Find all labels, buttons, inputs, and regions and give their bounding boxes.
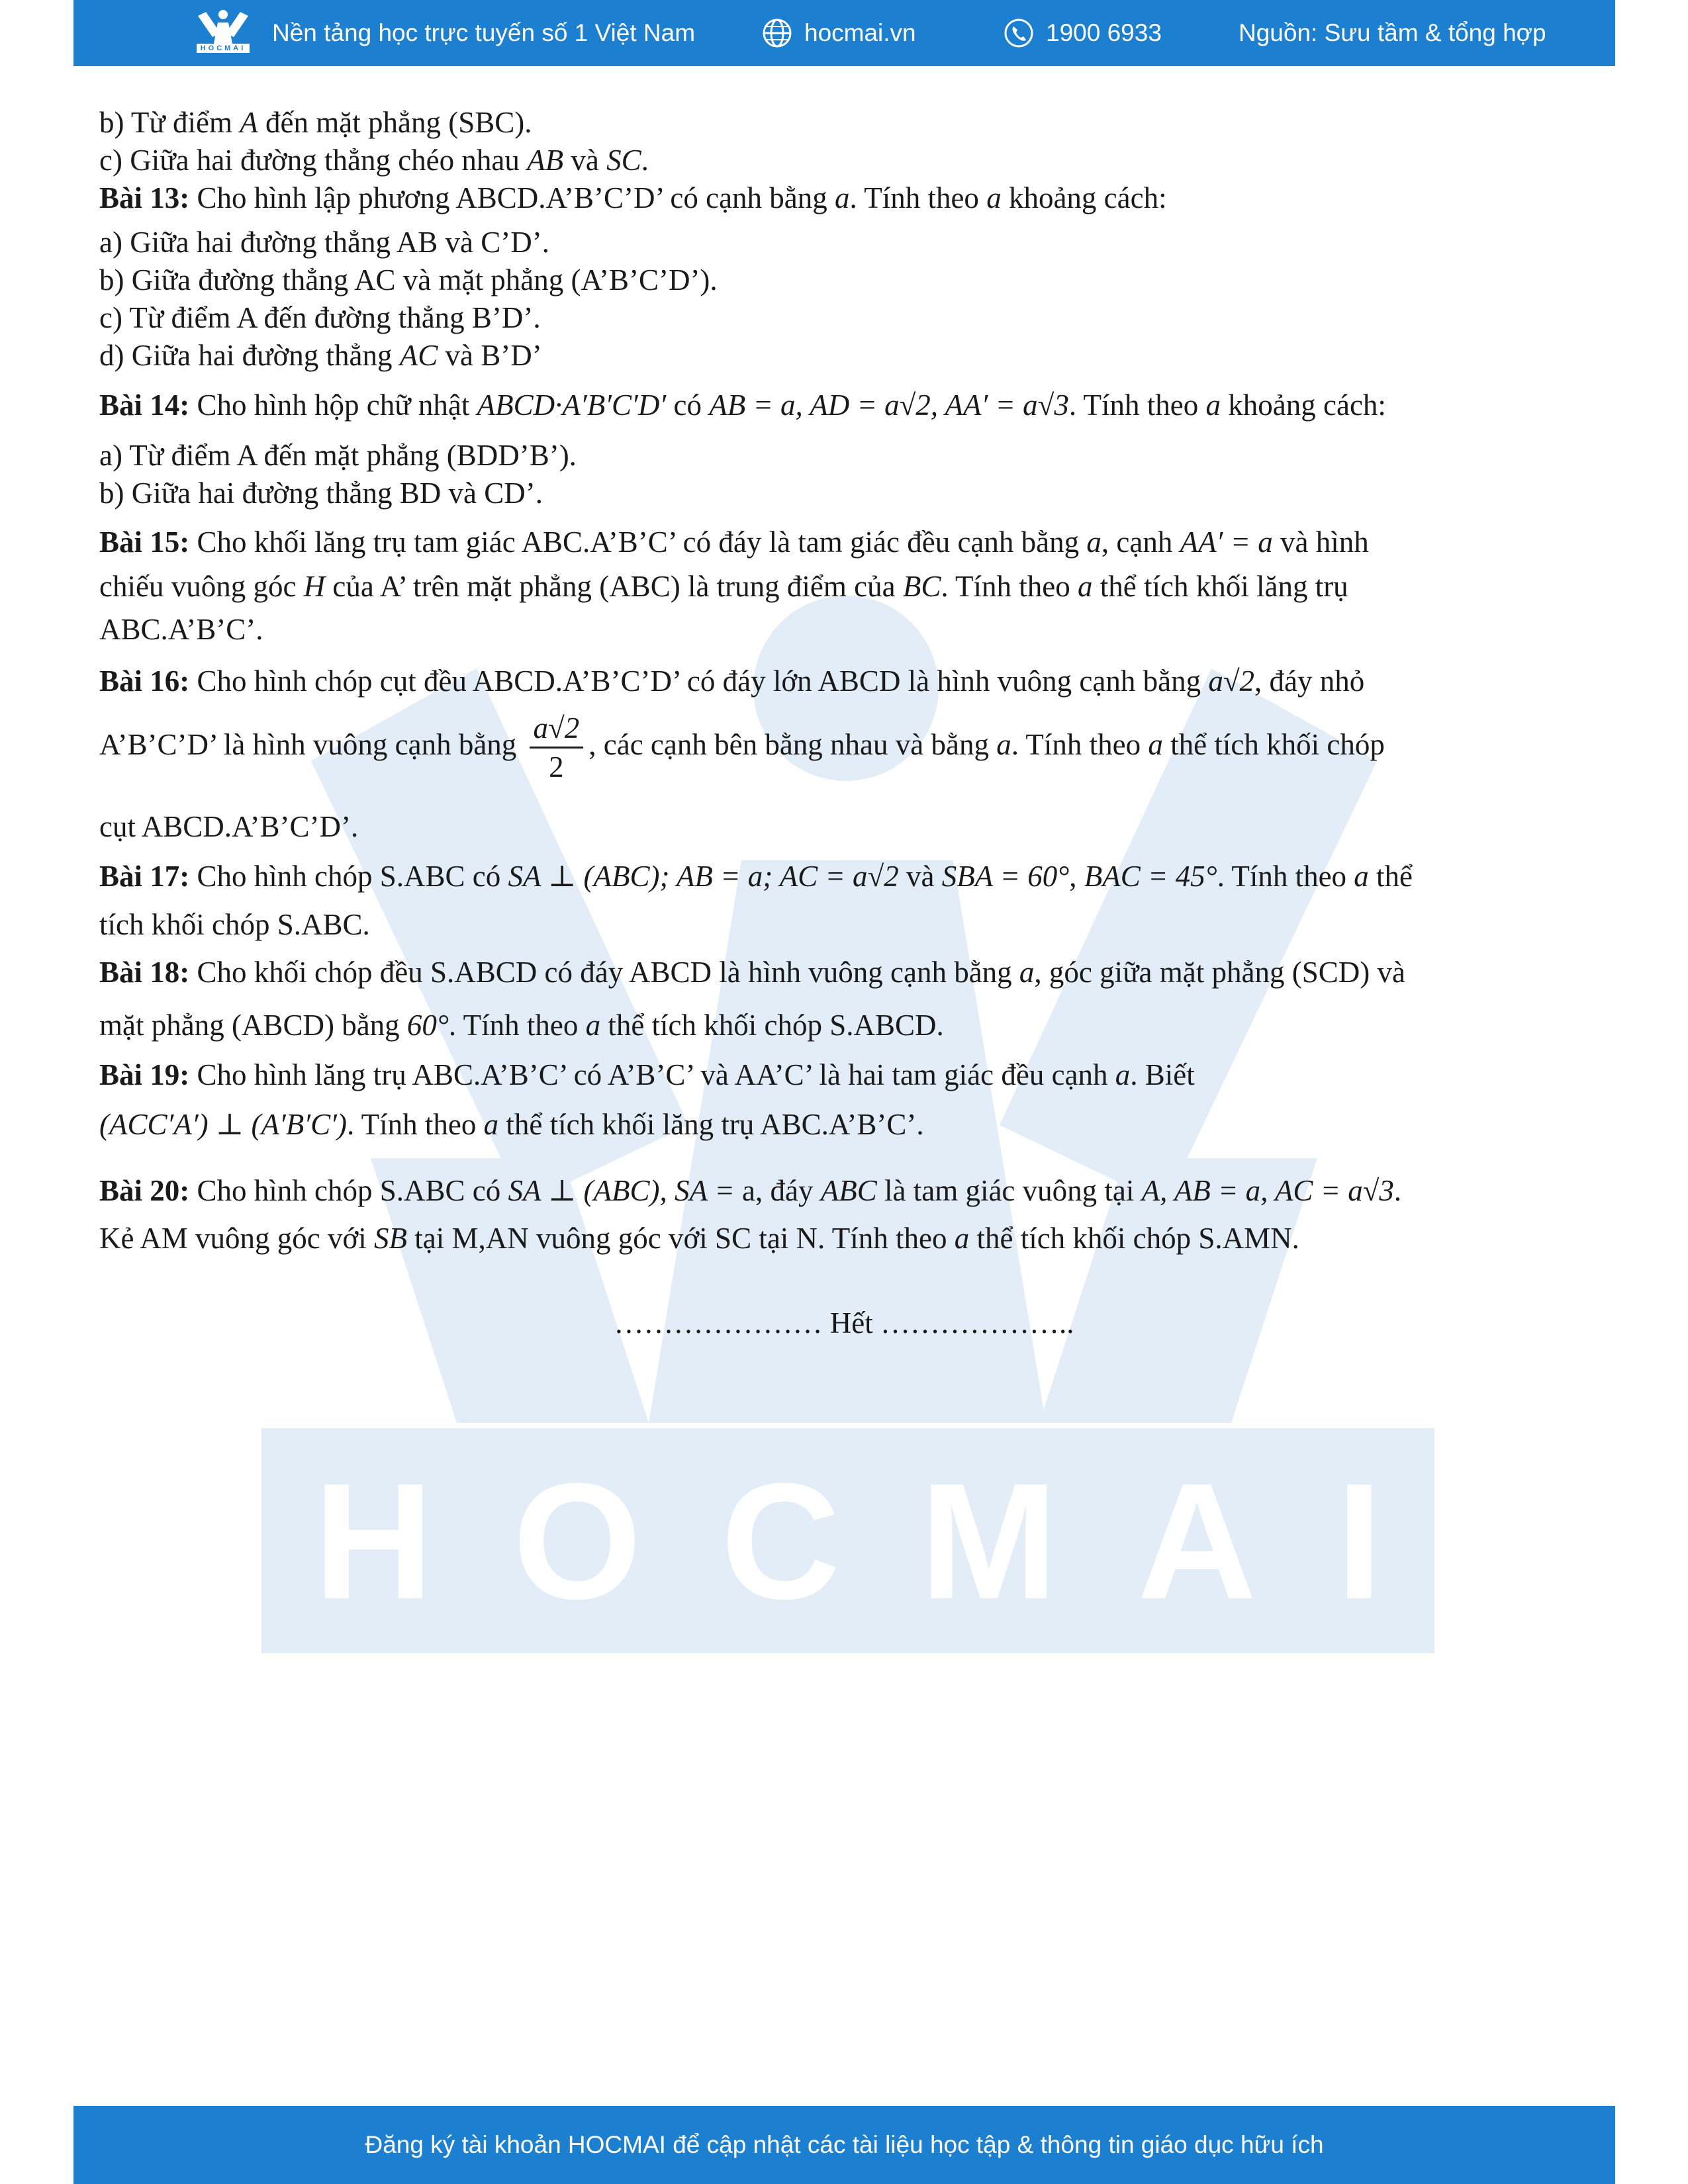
problem-17-line-1: Bài 17: Cho hình chóp S.ABC có SA ⊥ (ABC); AB = a; AC = a√2 và SBA = 60°, BAC = 45°. Tính theo a thể <box>99 860 1413 893</box>
page-header <box>73 0 1615 66</box>
line-c-ab-sc: c) Giữa hai đường thẳng chéo nhau AB và SC. <box>99 144 649 177</box>
page-footer <box>73 2106 1615 2184</box>
end-marker: ………………… Hết ……………….. <box>614 1306 1074 1340</box>
problem-14-b: b) Giữa hai đường thẳng BD và CD’. <box>99 477 543 510</box>
problem-15-title: Bài 15: <box>99 525 190 559</box>
problem-14-a: a) Từ điểm A đến mặt phẳng (BDD’B’). <box>99 439 577 472</box>
problem-17-title: Bài 17: <box>99 860 190 893</box>
header-tagline-block <box>193 0 695 66</box>
header-website[interactable]: hocmai.vn <box>804 19 916 46</box>
problem-20-line-1: Bài 20: Cho hình chóp S.ABC có SA ⊥ (ABC), SA = a, đáy ABC là tam giác vuông tại A, AB = a, AC = a√3. <box>99 1174 1402 1207</box>
problem-16-title: Bài 16: <box>99 664 190 698</box>
globe-icon <box>762 18 792 48</box>
header-phone-block[interactable] <box>1004 0 1162 66</box>
phone-icon <box>1004 18 1034 48</box>
header-source-block <box>1239 0 1546 66</box>
problem-13-a: a) Giữa hai đường thẳng AB và C’D’. <box>99 226 549 259</box>
fraction-a-sqrt2-over-2: $\frac{a√2}{2}$ <box>530 709 584 786</box>
problem-13-title: Bài 13: <box>99 181 190 214</box>
problem-20-line-2: Kẻ AM vuông góc với SB tại M,AN vuông góc với SC tại N. Tính theo a thể tích khối chóp S.AMN. <box>99 1222 1299 1255</box>
problem-13-intro: Bài 13: Cho hình lập phương ABCD.A’B’C’D’ có cạnh bằng a. Tính theo a khoảng cách: <box>99 181 1167 214</box>
problem-19-line-1: Bài 19: Cho hình lăng trụ ABC.A’B’C’ có A’B’C’ và AA’C’ là hai tam giác đều cạnh a. Biết <box>99 1058 1195 1091</box>
problem-14-intro: Bài 14: Cho hình hộp chữ nhật ABCD·A′B′C′D′ có AB = a, AD = a√2, AA′ = a√3. Tính theo a khoảng cách: <box>99 388 1386 422</box>
problem-16-line-2: A’B’C’D’ là hình vuông cạnh bằng $\frac{a√2}{2}$ , các cạnh bên bằng nhau và bằng a. Tính theo a thể tích khối chóp <box>99 709 1385 786</box>
footer-text[interactable]: Đăng ký tài khoản HOCMAI để cập nhật các tài liệu học tập & thông tin giáo dục hữu ích <box>365 2131 1324 2158</box>
watermark-text: HOCMAI <box>261 1428 1434 1653</box>
problem-15-line-3: ABC.A’B’C’. <box>99 613 263 646</box>
header-website-block[interactable] <box>762 0 916 66</box>
problem-13-c: c) Từ điểm A đến đường thẳng B’D’. <box>99 301 541 334</box>
problem-17-line-2: tích khối chóp S.ABC. <box>99 908 370 941</box>
hocmai-logo-icon <box>193 7 254 60</box>
problem-18-line-2: mặt phẳng (ABCD) bằng 60°. Tính theo a thể tích khối chóp S.ABCD. <box>99 1009 944 1042</box>
problem-14-title: Bài 14: <box>99 388 190 422</box>
problem-19-line-2: (ACC′A′) ⊥ (A′B′C′). Tính theo a thể tích khối lăng trụ ABC.A’B’C’. <box>99 1108 924 1141</box>
problem-16-line-3: cụt ABCD.A’B’C’D’. <box>99 810 359 843</box>
problem-15-line-1: Bài 15: Cho khối lăng trụ tam giác ABC.A’B’C’ có đáy là tam giác đều cạnh bằng a, cạnh AA′ = a và hình <box>99 525 1369 559</box>
problem-20-title: Bài 20: <box>99 1174 190 1207</box>
logo-word: HOCMAI <box>197 44 250 53</box>
header-source: Nguồn: Sưu tầm & tổng hợp <box>1239 19 1546 46</box>
problem-18-line-1: Bài 18: Cho khối chóp đều S.ABCD có đáy ABCD là hình vuông cạnh bằng a, góc giữa mặt phẳng (SCD) và <box>99 956 1405 989</box>
line-b-sbc: b) Từ điểm A đến mặt phẳng (SBC). <box>99 106 532 139</box>
header-phone[interactable]: 1900 6933 <box>1046 19 1162 46</box>
problem-19-title: Bài 19: <box>99 1058 190 1091</box>
header-tagline: Nền tảng học trực tuyến số 1 Việt Nam <box>272 19 696 46</box>
problem-13-b: b) Giữa đường thẳng AC và mặt phẳng (A’B’C’D’). <box>99 263 718 296</box>
problem-16-line-1: Bài 16: Cho hình chóp cụt đều ABCD.A’B’C’D’ có đáy lớn ABCD là hình vuông cạnh bằng a√2, đáy nhỏ <box>99 664 1365 698</box>
problem-13-d: d) Giữa hai đường thẳng AC và B’D’ <box>99 339 542 372</box>
problem-18-title: Bài 18: <box>99 956 190 989</box>
problem-15-line-2: chiếu vuông góc H của A’ trên mặt phẳng (ABC) là trung điểm của BC. Tính theo a thể tích khối lăng trụ <box>99 570 1348 603</box>
